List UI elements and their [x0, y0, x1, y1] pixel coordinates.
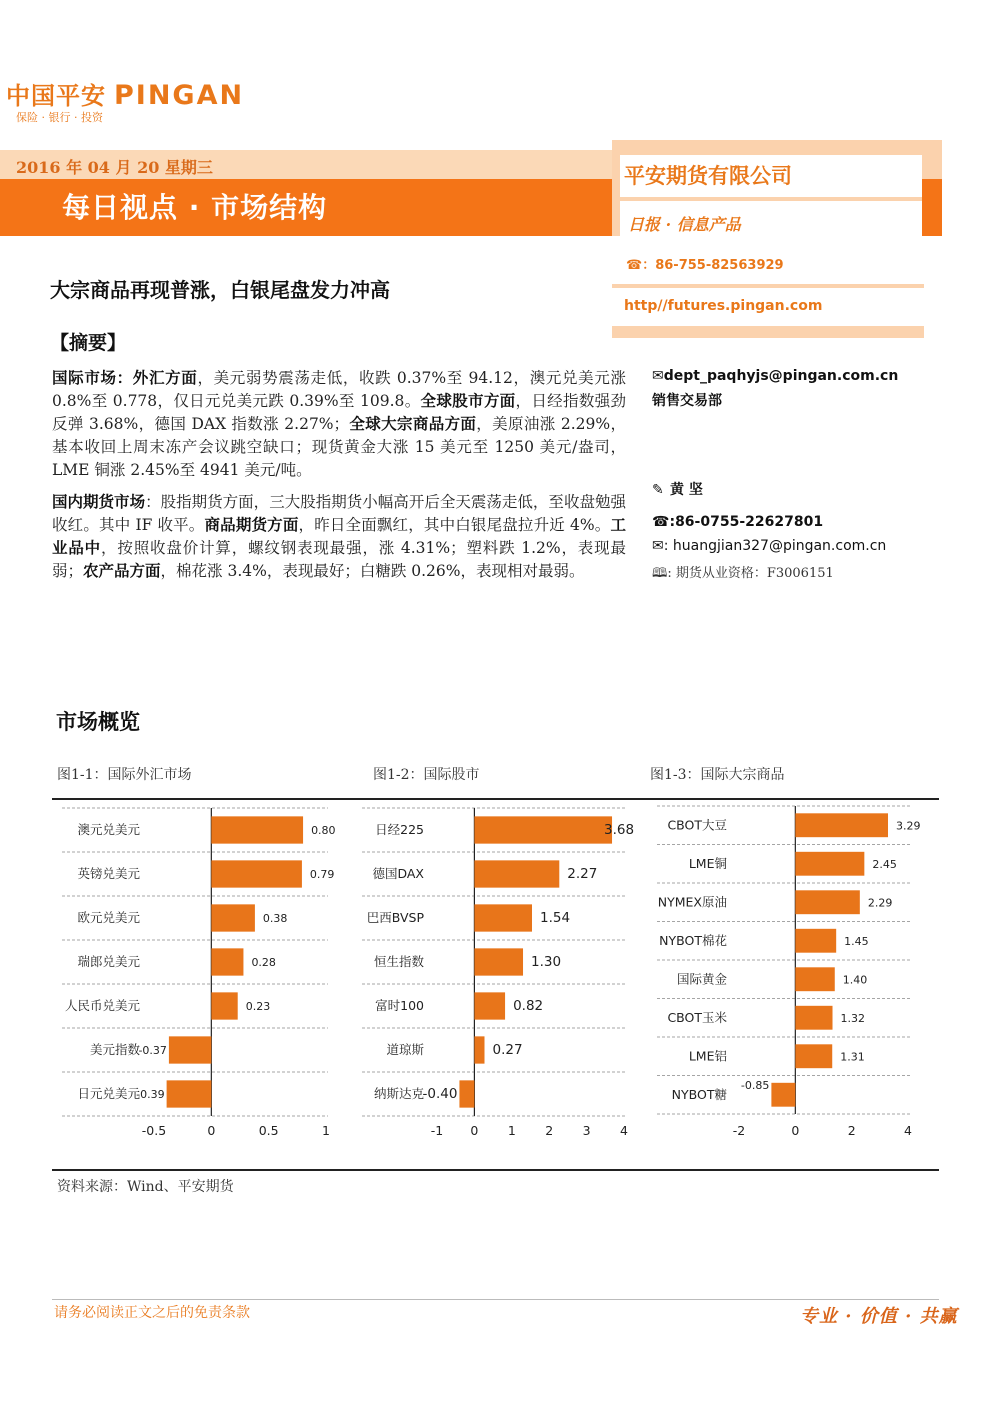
category-label: 人民币兑美元 [64, 998, 140, 1013]
commodity-bar-chart [647, 800, 939, 1150]
summary-text: ，美原油涨 2.29%，基本收回上周末冻产会议跳空缺口；现货黄金大涨 15 美元至 1250 美元/盎司，LME 铜涨 2.45%至 4941 美元/吨。 [52, 415, 626, 479]
dept-email[interactable]: dept_paqhyjs@pingan.com.cn [663, 368, 899, 384]
x-tick-label: 1 [322, 1123, 330, 1138]
category-label: 瑞郎兑美元 [77, 954, 140, 969]
x-tick-label: -0.5 [141, 1123, 167, 1138]
logo-tagline: 保险 · 银行 · 投资 [16, 111, 103, 124]
analyst-email[interactable]: huangjian327@pingan.com.cn [672, 538, 887, 554]
analyst-email-prefix: : [663, 538, 673, 554]
summary-keyword: 外汇方面 [132, 369, 198, 387]
x-tick-label: 4 [620, 1123, 628, 1138]
x-tick-label: -1 [430, 1123, 444, 1138]
value-label: 0.82 [513, 998, 544, 1014]
separator-bar [612, 284, 924, 288]
category-label: LME铜 [688, 855, 727, 871]
logo-wordmark [6, 76, 244, 111]
summary-paragraph-international [52, 367, 626, 482]
report-title: 每日视点 · 市场结构 [62, 191, 328, 224]
category-label: 巴西BVSP [366, 910, 424, 925]
bar [795, 1044, 832, 1068]
data-source: 资料来源：Wind、平安期货 [57, 1179, 234, 1195]
value-label: -0.40 [422, 1086, 458, 1102]
summary-text: ，昨日全面飘红，其中白银尾盘拉升近 4%。 [298, 516, 611, 534]
summary-heading: 【摘要】 [50, 332, 127, 354]
bar [474, 992, 505, 1019]
category-label: NYBOT棉花 [659, 932, 727, 948]
value-label: -0.85 [740, 1078, 770, 1092]
category-label: 澳元兑美元 [77, 822, 140, 837]
x-tick-label: 2 [847, 1123, 856, 1138]
category-label: 英镑兑美元 [77, 866, 140, 881]
category-label: 富时100 [375, 998, 424, 1013]
category-label: 日经225 [375, 822, 424, 837]
analyst-line [652, 479, 703, 499]
category-label: LME铝 [688, 1048, 727, 1064]
category-label: NYMEX原油 [657, 894, 727, 910]
bar [795, 890, 860, 914]
bar [795, 929, 836, 953]
dept-email-line [652, 368, 898, 384]
x-tick-label: 0 [791, 1123, 800, 1138]
value-label: 1.30 [531, 954, 562, 970]
x-tick-label: 0.5 [258, 1123, 279, 1138]
summary-keyword: 农产品方面 [83, 562, 161, 580]
company-box-accent [922, 179, 942, 236]
analyst-phone-prefix: : [669, 514, 676, 530]
summary-keyword: 全球大宗商品方面 [349, 415, 477, 433]
value-label: 1.32 [840, 1011, 866, 1025]
bar [474, 860, 559, 887]
category-label: 道琼斯 [386, 1042, 424, 1057]
value-label: -0.39 [136, 1088, 165, 1101]
category-label: 日元兑美元 [77, 1086, 140, 1101]
category-label: 纳斯达克 [373, 1086, 424, 1101]
value-label: 2.45 [872, 857, 897, 871]
category-label: CBOT大豆 [667, 817, 727, 833]
bar [211, 860, 302, 887]
bar [474, 816, 612, 843]
x-tick-label: 0 [470, 1123, 479, 1138]
x-tick-label: 4 [904, 1123, 912, 1138]
pen-icon: ✎ [652, 482, 664, 498]
value-label: 0.28 [251, 956, 276, 969]
x-tick-label: -2 [732, 1123, 746, 1138]
analyst-name: 黄 坚 [670, 482, 703, 498]
summary-keyword: 国际市场： [52, 369, 133, 387]
dept-name: 销售交易部 [652, 393, 722, 409]
company-url[interactable]: http//futures.pingan.com [624, 298, 823, 314]
figure-title-commodities: 图1-3：国际大宗商品 [650, 767, 785, 783]
summary-text: ，按照收盘价计算，螺纹钢表现最强，涨 4.31%；塑料跌 1.2%，表现最弱； [52, 539, 626, 580]
bar [211, 948, 243, 975]
summary-keyword: 全球股市方面 [420, 392, 516, 410]
bar [795, 813, 888, 837]
bar [211, 904, 255, 931]
bar [474, 1036, 484, 1063]
footer-slogan: 专业 · 价值 · 共赢 [800, 1306, 958, 1327]
x-tick-label: 2 [545, 1123, 554, 1138]
value-label: 1.45 [844, 934, 869, 948]
bar [795, 967, 834, 991]
category-label: 恒生指数 [373, 954, 424, 969]
value-label: 1.40 [842, 973, 868, 987]
summary-text: ，棉花涨 3.4%，表现最好；白糖跌 0.26%，表现相对最弱。 [160, 562, 585, 580]
bar [474, 948, 523, 975]
value-label: 0.23 [245, 1000, 271, 1013]
analyst-email-line [652, 538, 886, 554]
product-type: 日报 · 信息产品 [628, 215, 741, 234]
chart-bottom-rule [52, 1169, 939, 1171]
x-tick-label: 3 [582, 1123, 591, 1138]
phone-icon: ☎： [626, 258, 656, 273]
value-label: 3.29 [896, 819, 921, 833]
fx-bar-chart [52, 800, 352, 1150]
x-tick-label: 1 [507, 1123, 516, 1138]
value-label: 0.80 [311, 824, 336, 837]
logo-en: PINGAN [114, 80, 245, 111]
logo-cn: 中国平安 [6, 82, 106, 110]
bar [169, 1036, 211, 1063]
category-label: 美元指数 [89, 1042, 140, 1057]
footer-rule [52, 1299, 939, 1300]
summary-keyword: 商品期货方面 [204, 516, 299, 534]
value-label: 1.31 [840, 1050, 865, 1064]
figure-title-stocks: 图1-2：国际股市 [373, 767, 480, 783]
bar [167, 1080, 212, 1107]
envelope-icon: ✉ [652, 538, 664, 554]
summary-text: ，日经指数强劲反弹 3.68%，德国 DAX 指数涨 2.27%； [52, 392, 626, 433]
category-label: NYBOT糖 [671, 1086, 727, 1102]
summary-text: ，美元弱势震荡走低，收跌 0.37%至 94.12，澳元兑美元涨 0.8%至 0.778，仅日元兑美元跌 0.39%至 109.8。 [52, 369, 626, 410]
analyst-phone-line [652, 514, 823, 530]
value-label: 1.54 [539, 910, 571, 926]
value-label: 0.79 [309, 868, 335, 881]
bar [795, 1006, 832, 1030]
summary-paragraph-domestic [52, 491, 626, 583]
company-phone: 86-755-82563929 [655, 258, 784, 273]
x-tick-label: 0 [207, 1123, 216, 1138]
category-label: 国际黄金 [676, 971, 727, 987]
value-label: 3.68 [604, 822, 635, 838]
summary-text: ：股指期货方面，三大股指期货小幅高开后全天震荡走低，至收盘勉强收红。其中 IF 收平。 [52, 493, 626, 534]
license-prefix: : [667, 566, 676, 581]
phone-icon: ☎ [652, 514, 670, 530]
bar [771, 1083, 795, 1107]
category-label: 德国DAX [372, 866, 424, 881]
report-date: 2016 年 04 月 20 星期三 [16, 158, 213, 177]
category-label: 欧元兑美元 [77, 910, 140, 925]
bar [474, 904, 532, 931]
envelope-icon: ✉ [652, 368, 664, 384]
bar [211, 816, 303, 843]
value-label: 2.27 [567, 866, 598, 882]
analyst-license: 期货从业资格：F3006151 [675, 566, 834, 581]
value-label: 0.38 [262, 912, 288, 925]
value-label: -0.37 [138, 1044, 167, 1057]
value-label: 0.27 [492, 1042, 523, 1058]
company-phone-line [626, 254, 784, 273]
license-line [652, 562, 834, 586]
company-name: 平安期货有限公司 [624, 163, 792, 188]
headline: 大宗商品再现普涨，白银尾盘发力冲高 [50, 278, 390, 302]
summary-keyword: 工业品中 [52, 516, 626, 557]
summary-keyword: 国内期货市场 [52, 493, 146, 511]
stock-bar-chart [352, 800, 647, 1150]
category-label: CBOT玉米 [667, 1009, 727, 1025]
footer-disclaimer[interactable]: 请务必阅读正文之后的免责条款 [54, 1305, 250, 1321]
analyst-phone: 86-0755-22627801 [675, 514, 824, 530]
bar [459, 1080, 474, 1107]
figure-title-fx: 图1-1：国际外汇市场 [57, 767, 192, 783]
overview-title: 市场概览 [56, 710, 140, 734]
separator-bar [612, 326, 924, 338]
bar [795, 852, 864, 876]
book-icon: 🕮 [652, 566, 668, 581]
value-label: 2.29 [867, 896, 893, 910]
bar [211, 992, 237, 1019]
